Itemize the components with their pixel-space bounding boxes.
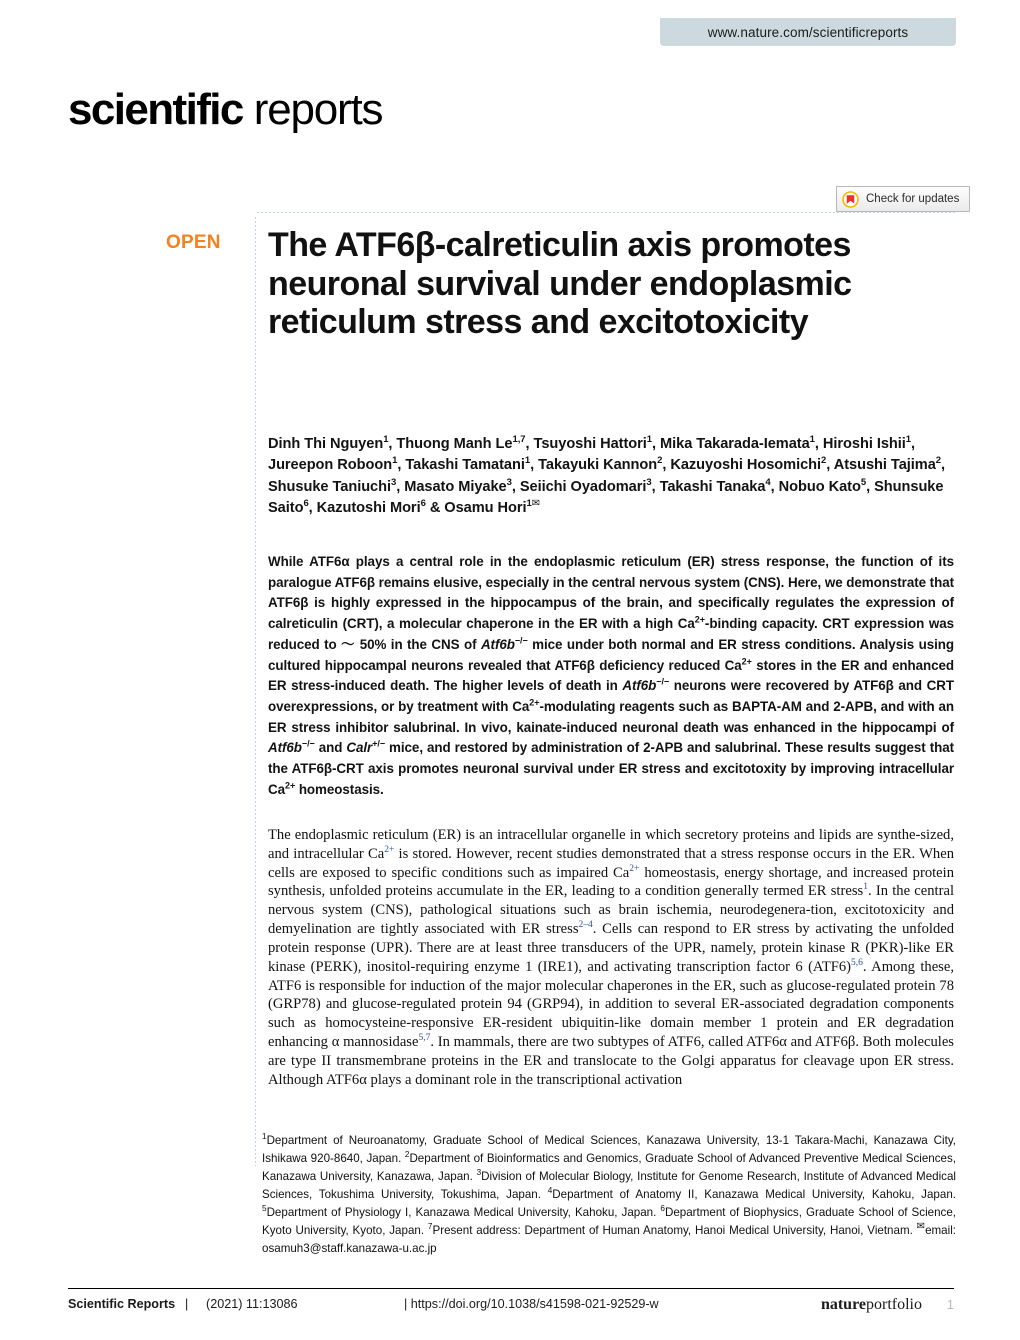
- article-title: The ATF6β-calreticulin axis promotes neuronal survival under endoplasmic reticulum stress and excitotoxicity: [268, 226, 852, 342]
- author-list: Dinh Thi Nguyen$^1$, Thuong Manh Le$^{1,7}$, Tsuyoshi Hattori$^1$, Mika Takarada-Iemata$^1$, Hiroshi Ishii$^1$, Jureepon Roboon$^1$, Takashi Tamatani$^1$, Takayuki Kannon$^2$, Kazuyoshi Hosomichi$^2$, Atsushi Tajima$^2$, Shusuke Taniuchi$^3$, Masato Miyake$^3$, Seiichi Oyadomari$^3$, Takashi Tanaka$^4$, Nobuo Kato$^5$, Shunsuke Saito$^6$, Kazutoshi Mori$^6$ & Osamu Hori$^{1✉}$: [268, 434, 946, 516]
- footer-page-number: 1: [946, 1297, 954, 1312]
- footer-journal-name: Scientific Reports: [68, 1297, 176, 1311]
- nature-portfolio-regular: portfolio: [866, 1296, 922, 1313]
- journal-masthead-logo: [68, 85, 383, 134]
- site-url-banner: [660, 18, 956, 46]
- masthead-bold-word: scientific: [68, 85, 243, 134]
- site-url-text: www.nature.com/scientificreports: [707, 24, 909, 40]
- introduction-paragraph: The endoplasmic reticulum (ER) is an intracellular organelle in which secretory proteins and lipids are synthe-sized, and intracellular $Ca^{2+}$ is stored. However, recent studies demonstrated that a stress response occurs in the ER. When cells are exposed to specific conditions such as impaired $Ca^{2+}$ homeostasis, energy shortage, and increased protein synthesis, unfolded proteins accumulate in the ER, leading to a condition generally termed ER stress$^1$. In the central nervous system (CNS), pathological situations such as brain ischemia, neurodegenera-tion, excitotoxicity and demyelination are tightly associated with ER stress$^{2-4}$. Cells can respond to ER stress by activating the unfolded protein response (UPR). There are at least three transducers of the UPR, namely, protein kinase R (PKR)-like ER kinase (PERK), inositol-requiring enzyme 1 (IRE1), and activating transcription factor 6 $(ATF6)^{5,6}$. Among these, ATF6 is responsible for induction of the major molecular chaperones in the ER, such as glucose-regulated protein 78 (GRP78) and glucose-regulated protein 94 (GRP94), in addition to several ER-associated degradation components such as homocysteine-responsive ER-resident ubiquitin-like domain member 1 protein and ER degradation enhancing α mannosidase$^{5,7}$. In mammals, there are two subtypes of ATF6, called ATF6α and ATF6β. Both molecules are type II transmembrane proteins in the ER and translocate to the Golgi apparatus for cleavage upon ER stress. Although ATF6α plays a dominant role in the transcriptional activation: [268, 827, 955, 1088]
- check-for-updates-label: Check for updates: [866, 193, 960, 205]
- footer-divider: [68, 1288, 954, 1289]
- page-footer: [68, 1297, 954, 1319]
- nature-portfolio-bold: nature: [820, 1296, 866, 1313]
- vertical-dotted-rule: [255, 216, 256, 1166]
- check-for-updates-icon: [842, 191, 859, 208]
- masthead-regular-word: reports: [242, 85, 383, 134]
- footer-doi-link[interactable]: | https://doi.org/10.1038/s41598-021-92529-w: [404, 1297, 659, 1311]
- abstract-text: While ATF6α plays a central role in the endoplasmic reticulum (ER) stress response, the function of its paralogue ATF6β remains elusive, especially in the central nervous system (CNS). Here, we demonstrate that ATF6β is highly expressed in the hippocampus of the brain, and specifically regulates the expression of calreticulin (CRT), a molecular chaperone in the ER with a high $Ca^{2+}$-binding capacity. CRT expression was reduced to ～ 50% in the CNS of Atf6b−/− mice under both normal and ER stress conditions. Analysis using cultured hippocampal neurons revealed that ATF6β deficiency reduced $Ca^{2+}$ stores in the ER and enhanced ER stress-induced death. The higher levels of death in Atf6b−/− neurons were recovered by ATF6β and CRT overexpressions, or by treatment with $Ca^{2+}$-modulating reagents such as BAPTA-AM and 2-APB, and with an ER stress inhibitor salubrinal. In vivo, kainate-induced neuronal death was enhanced in the hippocampi of Atf6b−/− and Calr+/− mice, and restored by administration of 2-APB and salubrinal. These results suggest that the ATF6β-CRT axis promotes neuronal survival under ER stress and excitotoxity by improving intracellular $Ca^{2+}$ homeostasis.: [268, 554, 954, 797]
- footer-volume-info: (2021) 11:13086: [206, 1297, 298, 1311]
- affiliations-footnote: $^1$Department of Neuroanatomy, Graduate School of Medical Sciences, Kanazawa University, 13-1 Takara-Machi, Kanazawa City, Ishikawa 920-8640, Japan. $^2$Department of Bioinformatics and Genomics, Graduate School of Advanced Preventive Medical Sciences, Kanazawa University, Kanazawa, Japan. $^3$Division of Molecular Biology, Institute for Genome Research, Institute of Advanced Medical Sciences, Tokushima University, Tokushima, Japan. $^4$Department of Anatomy II, Kanazawa Medical University, Kahoku, Japan. $^5$Department of Physiology I, Kanazawa Medical University, Kahoku, Japan. $^6$Department of Biophysics, Graduate School of Science, Kyoto University, Kyoto, Japan. $^7$Present address: Department of Human Anatomy, Hanoi Medical University, Hanoi, Vietnam. ✉email: osamuh3@staff.kanazawa-u.ac.jp: [262, 1132, 957, 1255]
- nature-portfolio-logo: [821, 1296, 922, 1314]
- footer-separator: |: [185, 1297, 189, 1311]
- check-for-updates-button[interactable]: [836, 186, 970, 212]
- open-access-label: OPEN: [166, 232, 221, 253]
- horizontal-dotted-rule: [256, 212, 956, 213]
